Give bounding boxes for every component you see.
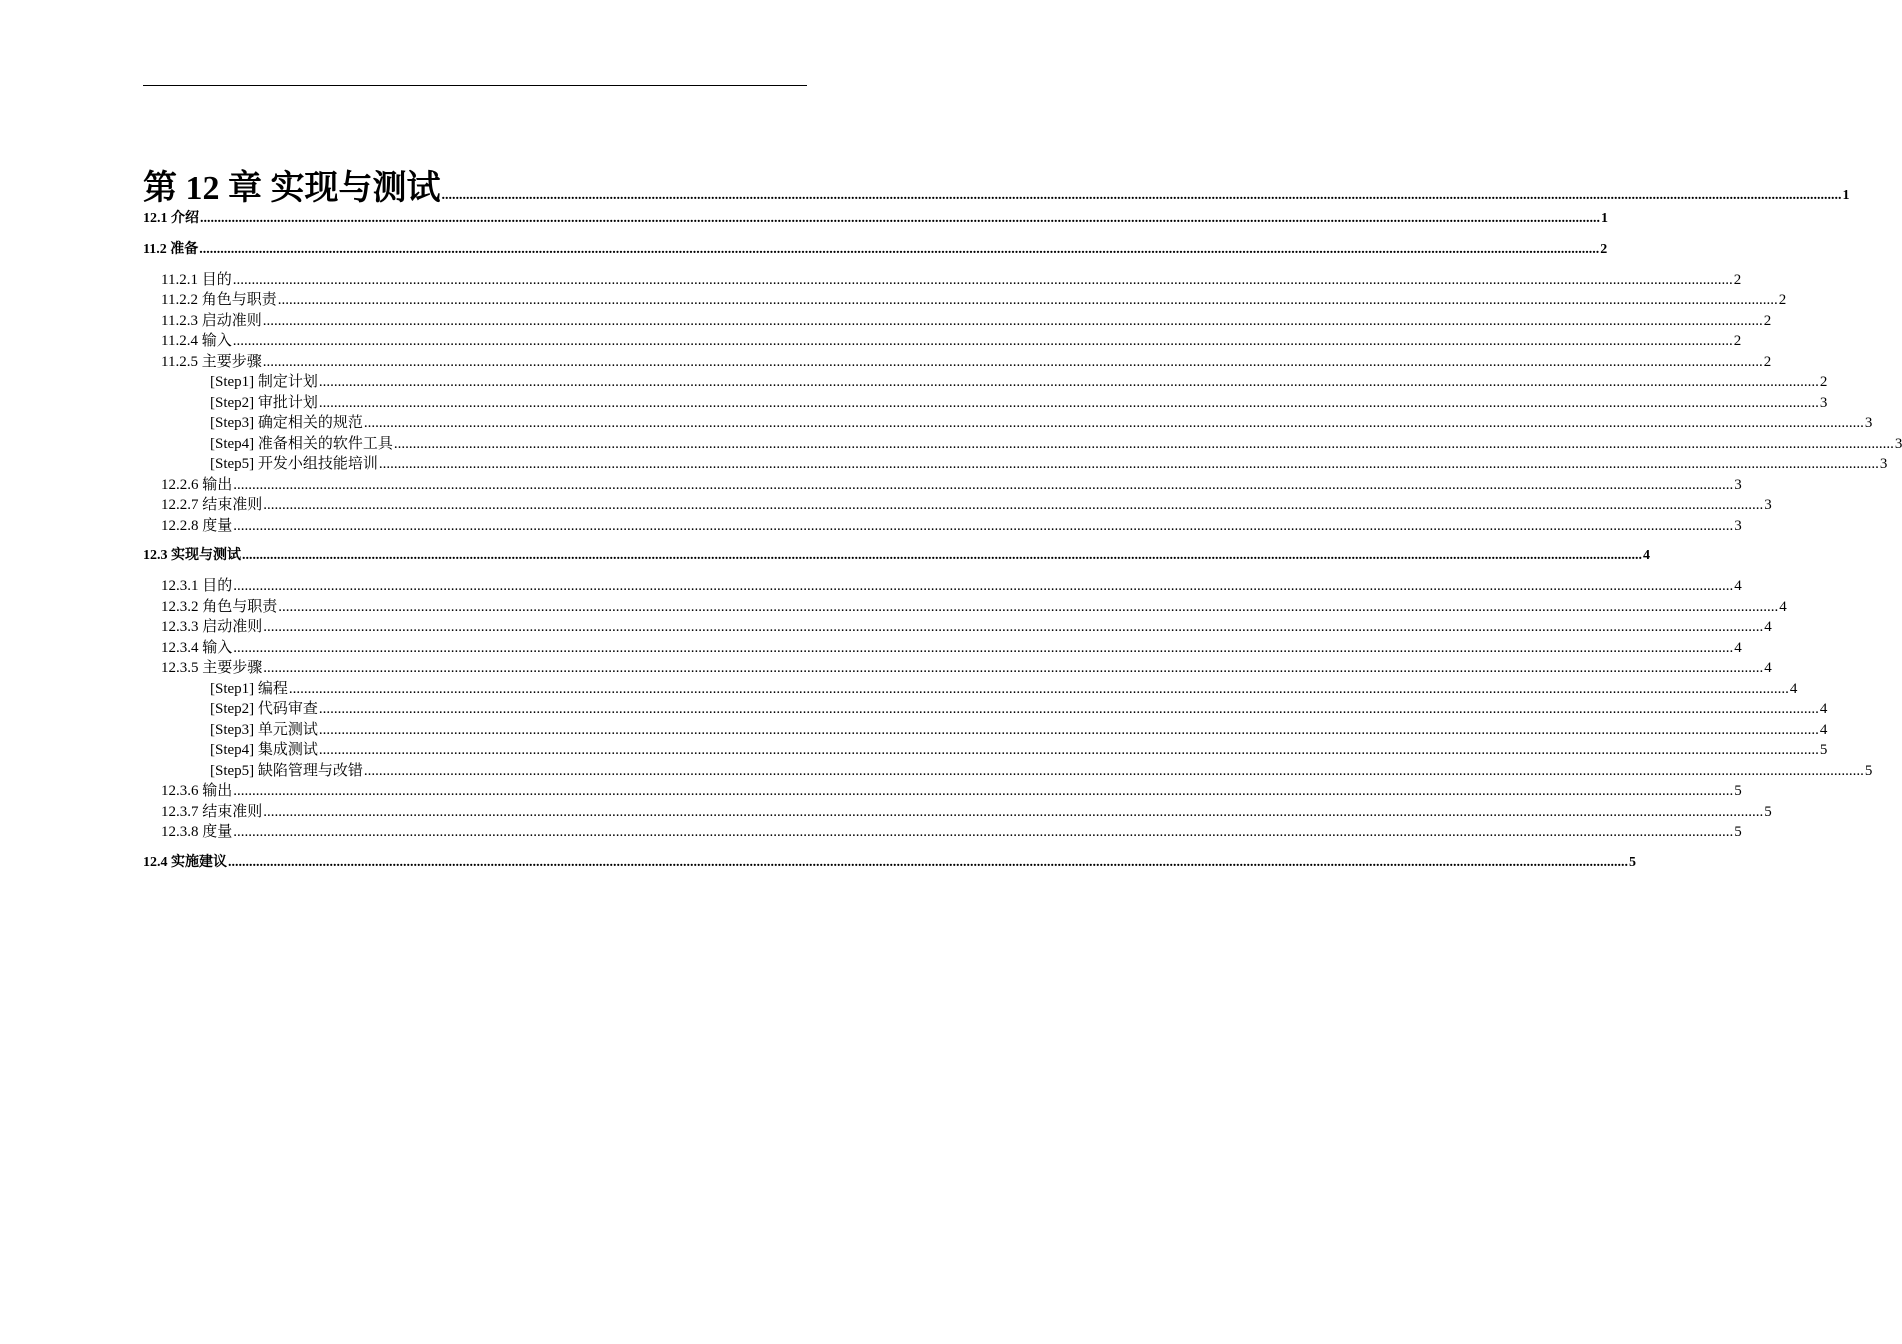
toc-entry-title: 11.2.1 目的: [161, 272, 232, 288]
toc-entry[interactable]: [143, 268, 1742, 289]
toc-entry[interactable]: [143, 544, 1650, 564]
toc-leader-dots: ................................................................................................................................................................................................................................................................................................................................................................................................................: [318, 395, 1819, 411]
toc-entry-page: 4: [1819, 701, 1828, 717]
toc-entry-title: [Step5] 开发小组技能培训: [210, 456, 378, 472]
toc-entry[interactable]: [143, 160, 1850, 209]
toc-entry-title: 11.2.3 启动准则: [161, 313, 262, 329]
toc-entry[interactable]: [143, 309, 1772, 330]
toc-leader-dots: ................................................................................................................................................................................................................................................................................................................................................................................................................: [233, 783, 1734, 799]
toc-entry-page: 2: [1763, 313, 1772, 329]
toc-entry[interactable]: [143, 238, 1608, 258]
toc-entry[interactable]: [143, 759, 1873, 780]
toc-entry-page: 5: [1819, 742, 1828, 758]
toc-entry-page: 4: [1789, 681, 1798, 697]
toc-entry-page: 4: [1819, 722, 1828, 738]
toc-entry-title: [Step5] 缺陷管理与改错: [210, 763, 363, 779]
toc-entry-page: 4: [1779, 599, 1787, 615]
toc-leader-dots: ................................................................................................................................................................................................................................................................................................................................................................................................................: [378, 456, 1879, 472]
toc-leader-dots: ................................................................................................................................................................................................................................................................................................................................................................................................................: [233, 477, 1734, 493]
toc-entry-title: 12.3.4 输入: [161, 640, 233, 656]
toc-entry-page: 3: [1734, 477, 1742, 493]
toc-entry-page: 2: [1733, 333, 1742, 349]
toc-leader-dots: ................................................................................................................................................................................................................................................................................................................................................................................................................: [288, 681, 1789, 697]
toc-entry[interactable]: [143, 411, 1873, 432]
toc-entry-title: 12.3.8 度量: [161, 824, 233, 840]
toc-entry-page: 4: [1764, 619, 1772, 635]
toc-entry-page: 4: [1764, 660, 1772, 676]
toc-entry-page: 2: [1733, 272, 1742, 288]
toc-entry-title: 12.3 实现与测试: [143, 548, 241, 563]
toc-entry-page: 5: [1734, 824, 1742, 840]
toc-entry[interactable]: [143, 615, 1772, 636]
toc-entry-page: 3: [1879, 456, 1888, 472]
toc-entry[interactable]: [143, 493, 1772, 514]
toc-entry-page: 3: [1734, 518, 1742, 534]
toc-entry-title: 12.3.1 目的: [161, 578, 233, 594]
toc-entry[interactable]: [143, 656, 1772, 677]
toc-leader-dots: ................................................................................................................................................................................................................................................................................................................................................................................................................: [200, 211, 1600, 226]
toc-entry-page: 1: [1601, 211, 1608, 226]
toc-entry-title: 12.2.7 结束准则: [161, 497, 263, 513]
toc-entry[interactable]: [143, 677, 1798, 698]
toc-entry-page: 5: [1629, 855, 1636, 870]
toc-entry-title: 12.2.8 度量: [161, 518, 233, 534]
toc-leader-dots: ................................................................................................................................................................................................................................................................................................................................................................................................................: [318, 701, 1819, 717]
toc-entry[interactable]: [143, 851, 1636, 871]
toc-entry-title: 12.2.6 输出: [161, 477, 233, 493]
toc-entry-title: 11.2.4 输入: [161, 333, 232, 349]
toc-leader-dots: ................................................................................................................................................................................................................................................................................................................................................................................................................: [262, 313, 1763, 329]
toc-entry-page: 3: [1764, 497, 1772, 513]
toc-entry-page: 4: [1643, 548, 1650, 563]
toc-entry[interactable]: [143, 350, 1772, 371]
toc-entry[interactable]: [143, 370, 1828, 391]
toc-leader-dots: ................................................................................................................................................................................................................................................................................................................................................................................................................: [318, 742, 1819, 758]
toc-leader-dots: ................................................................................................................................................................................................................................................................................................................................................................................................................: [318, 722, 1819, 738]
toc-leader-dots: ................................................................................................................................................................................................................................................................................................................................................................................................................: [263, 497, 1764, 513]
toc-entry[interactable]: [143, 207, 1608, 227]
toc-entry-title: 12.1 介绍: [143, 211, 199, 226]
toc-entry[interactable]: [143, 820, 1742, 841]
toc-leader-dots: ................................................................................................................................................................................................................................................................................................................................................................................................................: [232, 272, 1733, 288]
toc-entry-page: 2: [1763, 354, 1772, 370]
toc-entry[interactable]: [143, 391, 1828, 412]
toc-entry-page: 5: [1864, 763, 1873, 779]
toc-entry-title: 12.3.7 结束准则: [161, 804, 263, 820]
toc-entry[interactable]: [143, 595, 1787, 616]
toc-leader-dots: ................................................................................................................................................................................................................................................................................................................................................................................................................: [232, 333, 1733, 349]
toc-entry[interactable]: [143, 514, 1742, 535]
toc-entry-title: 11.2.5 主要步骤: [161, 354, 262, 370]
toc-entry-title: [Step3] 确定相关的规范: [210, 415, 363, 431]
toc-entry[interactable]: [143, 329, 1742, 350]
toc-leader-dots: ................................................................................................................................................................................................................................................................................................................................................................................................................: [363, 415, 1864, 431]
toc-leader-dots: ................................................................................................................................................................................................................................................................................................................................................................................................................: [393, 436, 1894, 452]
toc-entry-title: 12.3.2 角色与职责: [161, 599, 278, 615]
toc-entry[interactable]: [143, 779, 1742, 800]
toc-leader-dots: ................................................................................................................................................................................................................................................................................................................................................................................................................: [318, 374, 1819, 390]
toc-leader-dots: ................................................................................................................................................................................................................................................................................................................................................................................................................: [233, 640, 1734, 656]
toc-leader-dots: ................................................................................................................................................................................................................................................................................................................................................................................................................: [263, 619, 1764, 635]
toc-entry-title: [Step4] 准备相关的软件工具: [210, 436, 393, 452]
toc-entry-page: 3: [1864, 415, 1873, 431]
toc-leader-dots: ................................................................................................................................................................................................................................................................................................................................................................................................................: [199, 242, 1600, 257]
toc-leader-dots: ................................................................................................................................................................................................................................................................................................................................................................................................................: [363, 763, 1864, 779]
toc-leader-dots: ................................................................................................................................................................................................................................................................................................................................................................................................................: [441, 188, 1842, 203]
toc-entry[interactable]: [143, 697, 1828, 718]
toc-entry-title: [Step2] 审批计划: [210, 395, 318, 411]
toc-entry[interactable]: [143, 288, 1787, 309]
toc-entry[interactable]: [143, 473, 1742, 494]
toc-entry-page: 5: [1764, 804, 1772, 820]
toc-entry[interactable]: [143, 636, 1742, 657]
toc-entry[interactable]: [143, 574, 1742, 595]
toc-entry[interactable]: [143, 800, 1772, 821]
toc-leader-dots: ................................................................................................................................................................................................................................................................................................................................................................................................................: [233, 578, 1734, 594]
toc-entry[interactable]: [143, 452, 1888, 473]
toc-entry-page: 3: [1819, 395, 1828, 411]
toc-leader-dots: ................................................................................................................................................................................................................................................................................................................................................................................................................: [263, 804, 1764, 820]
toc-entry-title: [Step3] 单元测试: [210, 722, 318, 738]
toc-entry-title: [Step2] 代码审查: [210, 701, 318, 717]
toc-entry[interactable]: [143, 718, 1828, 739]
toc-leader-dots: ................................................................................................................................................................................................................................................................................................................................................................................................................: [278, 599, 1779, 615]
toc-entry-page: 4: [1734, 578, 1742, 594]
toc-entry-page: 3: [1894, 436, 1902, 452]
toc-leader-dots: ................................................................................................................................................................................................................................................................................................................................................................................................................: [228, 855, 1628, 870]
toc-entry-page: 4: [1734, 640, 1742, 656]
toc-entry[interactable]: [143, 738, 1828, 759]
header-rule: [143, 85, 807, 86]
toc-entry-page: 2: [1778, 292, 1787, 308]
toc-entry-page: 5: [1734, 783, 1742, 799]
toc-entry-title: 12.3.5 主要步骤: [161, 660, 263, 676]
toc-leader-dots: ................................................................................................................................................................................................................................................................................................................................................................................................................: [262, 354, 1763, 370]
toc-entry-title: 第 12 章 实现与测试: [143, 170, 441, 207]
toc-entry-title: 11.2.2 角色与职责: [161, 292, 277, 308]
toc-entry-title: 11.2 准备: [143, 242, 199, 257]
toc-leader-dots: ................................................................................................................................................................................................................................................................................................................................................................................................................: [263, 660, 1764, 676]
toc-entry-title: [Step4] 集成测试: [210, 742, 318, 758]
toc-entry[interactable]: [143, 432, 1902, 453]
toc-entry-title: 12.3.6 输出: [161, 783, 233, 799]
toc-entry-page: 2: [1819, 374, 1828, 390]
toc-entry-page: 2: [1600, 242, 1608, 257]
toc-entry-title: [Step1] 制定计划: [210, 374, 318, 390]
toc-leader-dots: ................................................................................................................................................................................................................................................................................................................................................................................................................: [233, 824, 1734, 840]
toc-leader-dots: ................................................................................................................................................................................................................................................................................................................................................................................................................: [233, 518, 1734, 534]
toc-entry-title: [Step1] 编程: [210, 681, 288, 697]
toc-entry-title: 12.4 实施建议: [143, 855, 227, 870]
toc-leader-dots: ................................................................................................................................................................................................................................................................................................................................................................................................................: [242, 548, 1642, 563]
toc-entry-page: 1: [1842, 188, 1850, 203]
toc-leader-dots: ................................................................................................................................................................................................................................................................................................................................................................................................................: [277, 292, 1778, 308]
toc-entry-title: 12.3.3 启动准则: [161, 619, 263, 635]
